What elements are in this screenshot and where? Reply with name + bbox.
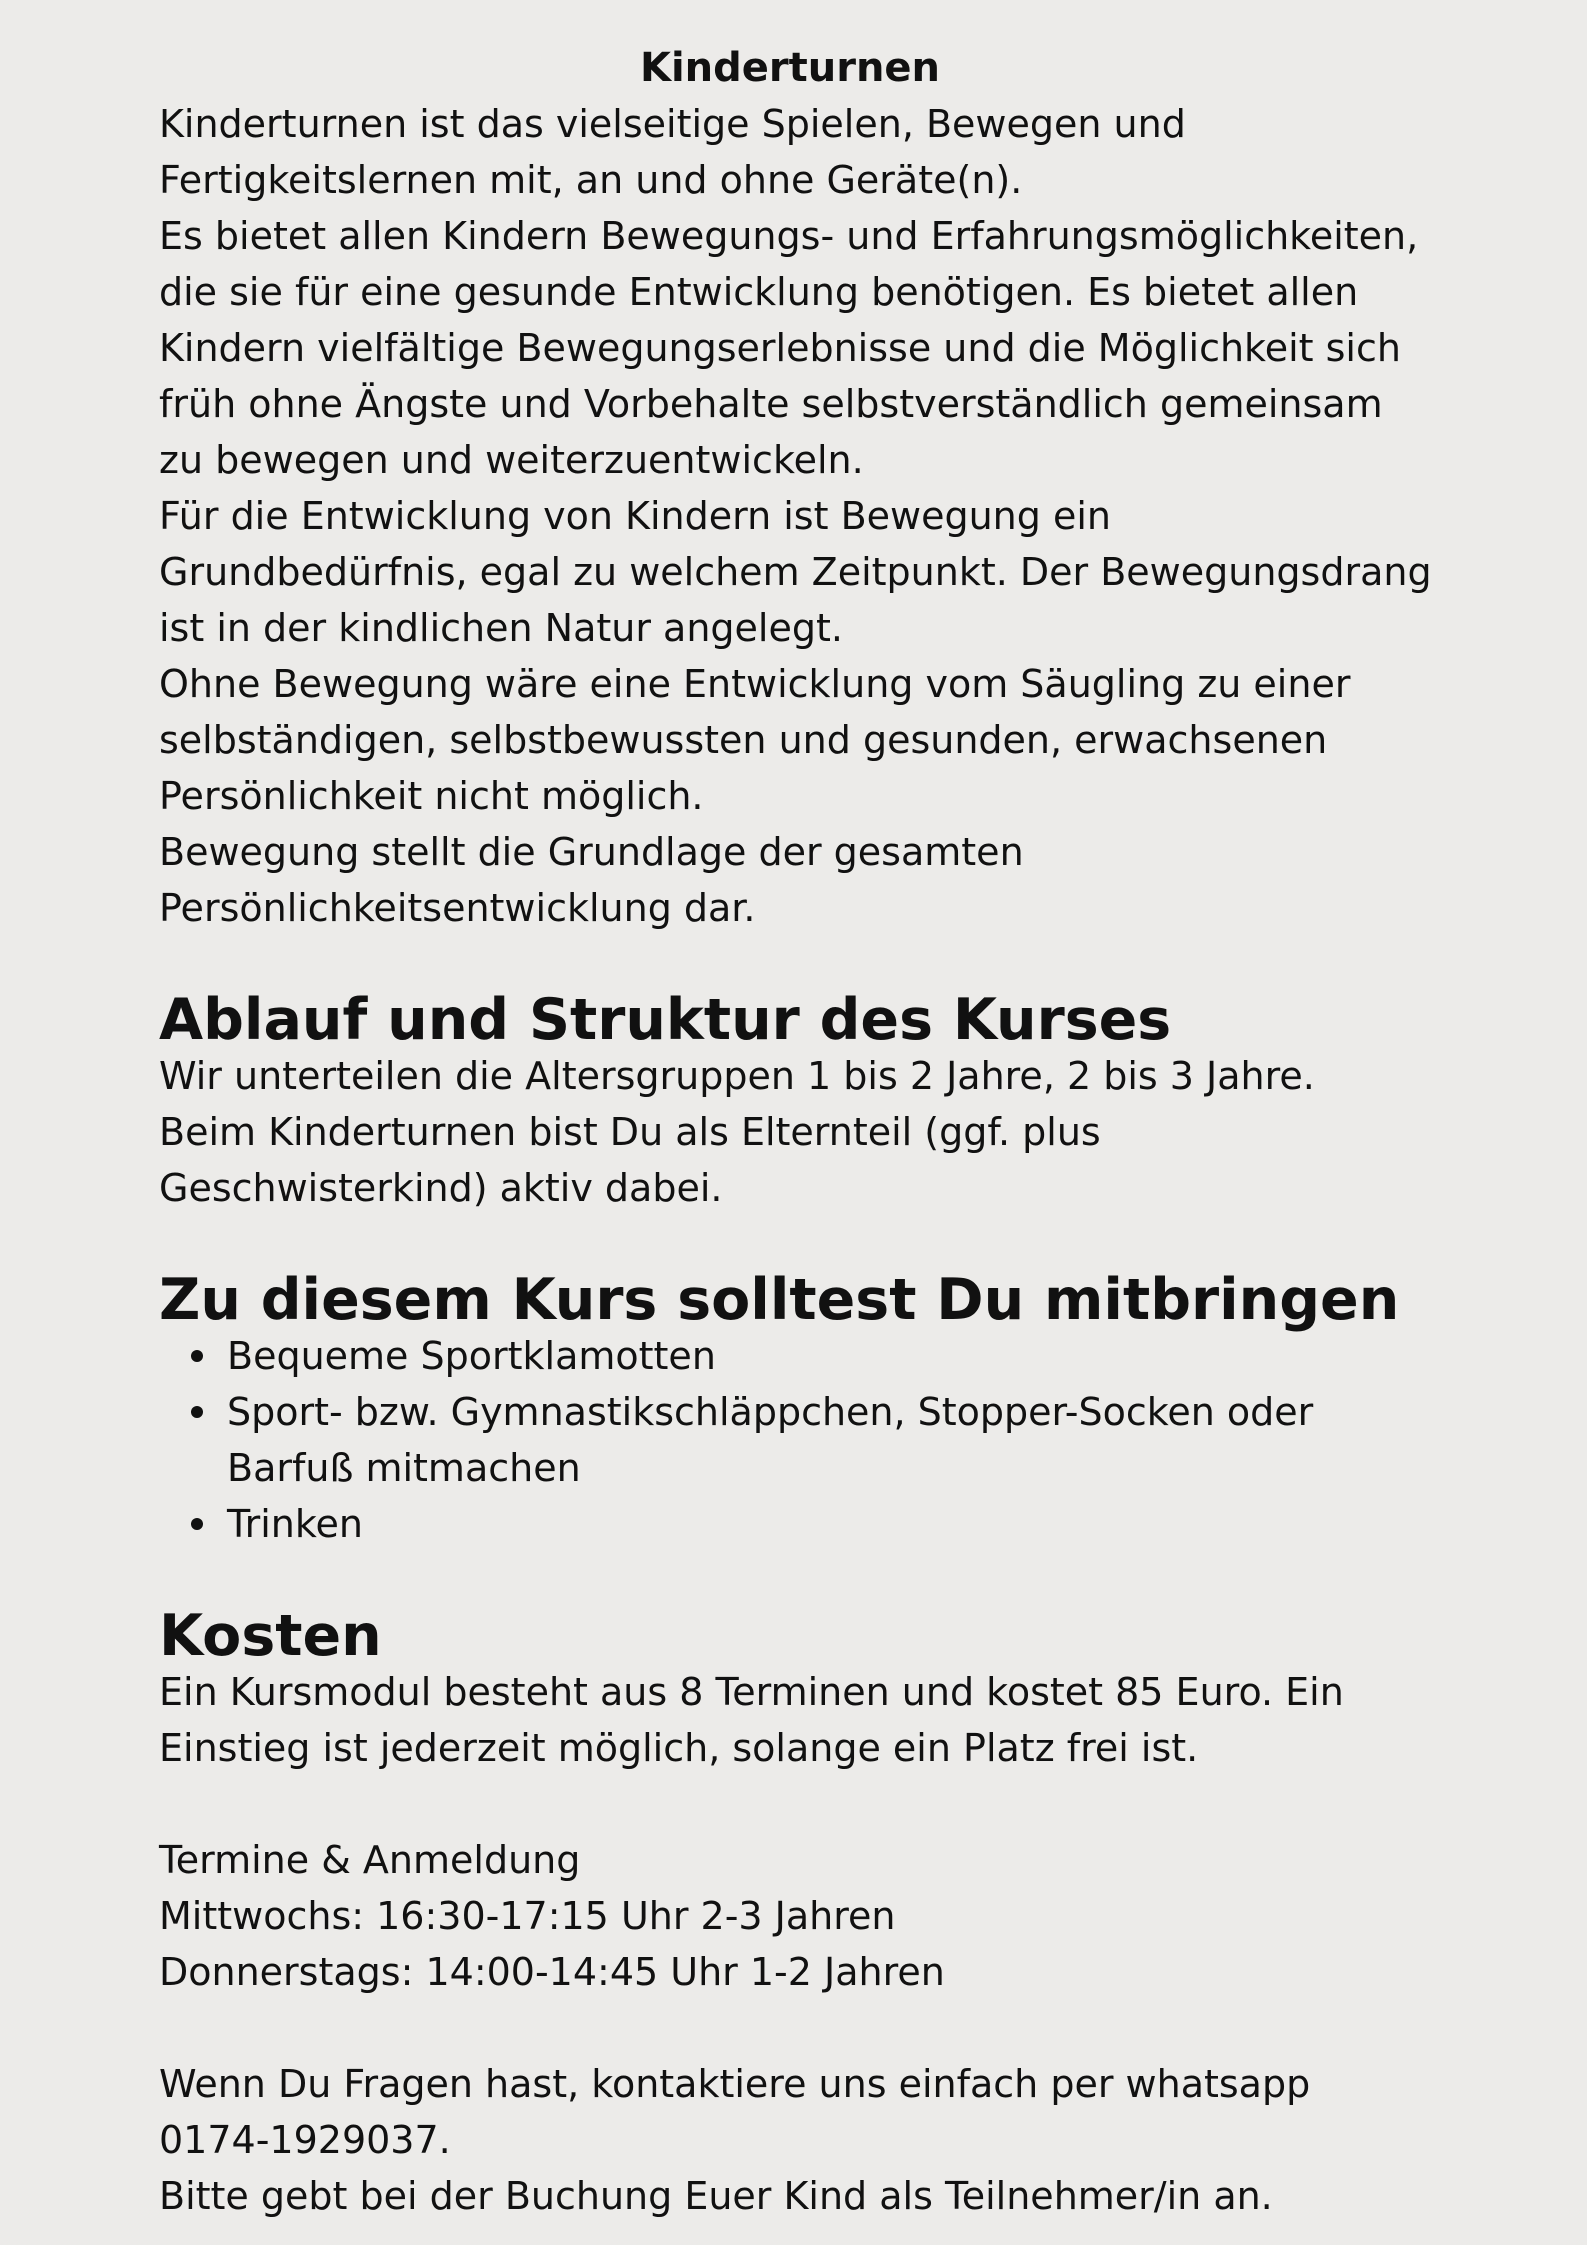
- intro-line: Es bietet allen Kindern Bewegungs- und Erfahrungsmöglichkeiten,: [159, 214, 1419, 258]
- termine-section: [159, 1832, 1459, 2000]
- bullet-icon: [191, 1518, 203, 1530]
- intro-section: [159, 96, 1459, 936]
- bullet-icon: [191, 1350, 203, 1362]
- kosten-section: [159, 1603, 1459, 1776]
- kosten-heading: Kosten: [159, 1603, 382, 1669]
- ablauf-line: Beim Kinderturnen bist Du als Elternteil (ggf. plus: [159, 1110, 1101, 1154]
- bullet-icon: [191, 1406, 203, 1418]
- kontakt-section: [159, 2056, 1459, 2224]
- kontakt-line: 0174-1929037.: [159, 2118, 451, 2162]
- intro-line: Für die Entwicklung von Kindern ist Bewegung ein: [159, 494, 1111, 538]
- document-content: [159, 40, 1459, 2224]
- spacer: [159, 1216, 1459, 1272]
- intro-line: Bewegung stellt die Grundlage der gesamten: [159, 830, 1024, 874]
- mitbringen-section: [159, 1267, 1459, 1552]
- intro-line: ist in der kindlichen Natur angelegt.: [159, 606, 843, 650]
- list-item-text: Sport- bzw. Gymnastikschläppchen, Stopper-Socken oder: [227, 1390, 1314, 1434]
- termine-line: Mittwochs: 16:30-17:15 Uhr 2-3 Jahren: [159, 1894, 896, 1938]
- intro-line: Grundbedürfnis, egal zu welchem Zeitpunkt. Der Bewegungsdrang: [159, 550, 1432, 594]
- kontakt-line: Bitte gebt bei der Buchung Euer Kind als Teilnehmer/in an.: [159, 2174, 1273, 2218]
- intro-line: früh ohne Ängste und Vorbehalte selbstverständlich gemeinsam: [159, 382, 1383, 426]
- ablauf-line: Wir unterteilen die Altersgruppen 1 bis 2 Jahre, 2 bis 3 Jahre.: [159, 1054, 1315, 1098]
- termine-line: Donnerstags: 14:00-14:45 Uhr 1-2 Jahren: [159, 1950, 945, 1994]
- list-item-text: Trinken: [227, 1502, 364, 1546]
- spacer: [159, 1776, 1459, 1832]
- spacer: [159, 936, 1459, 992]
- list-item: [159, 1384, 1459, 1496]
- intro-line: Ohne Bewegung wäre eine Entwicklung vom Säugling zu einer: [159, 662, 1351, 706]
- ablauf-heading: Ablauf und Struktur des Kurses: [159, 987, 1172, 1053]
- intro-line: Kindern vielfältige Bewegungserlebnisse und die Möglichkeit sich: [159, 326, 1401, 370]
- mitbringen-heading: Zu diesem Kurs solltest Du mitbringen: [159, 1267, 1400, 1333]
- ablauf-section: [159, 987, 1459, 1216]
- intro-line: Persönlichkeitsentwicklung dar.: [159, 886, 756, 930]
- termine-line: Termine & Anmeldung: [159, 1838, 581, 1882]
- list-item: [159, 1328, 1459, 1384]
- intro-line: die sie für eine gesunde Entwicklung benötigen. Es bietet allen: [159, 270, 1359, 314]
- list-item: [159, 1496, 1459, 1552]
- list-item-text: Barfuß mitmachen: [227, 1446, 581, 1490]
- kosten-line: Einstieg ist jederzeit möglich, solange ein Platz frei ist.: [159, 1726, 1199, 1770]
- list-item-text: Bequeme Sportklamotten: [227, 1334, 716, 1378]
- intro-line: selbständigen, selbstbewussten und gesunden, erwachsenen: [159, 718, 1328, 762]
- intro-line: Fertigkeitslernen mit, an und ohne Geräte(n).: [159, 158, 1023, 202]
- intro-line: Kinderturnen ist das vielseitige Spielen, Bewegen und: [159, 102, 1186, 146]
- ablauf-line: Geschwisterkind) aktiv dabei.: [159, 1166, 723, 1210]
- spacer: [159, 1552, 1459, 1608]
- kosten-line: Ein Kursmodul besteht aus 8 Terminen und kostet 85 Euro. Ein: [159, 1670, 1344, 1714]
- intro-line: Persönlichkeit nicht möglich.: [159, 774, 704, 818]
- intro-line: zu bewegen und weiterzuentwickeln.: [159, 438, 864, 482]
- spacer: [159, 2000, 1459, 2056]
- mitbringen-list: [159, 1328, 1459, 1552]
- kontakt-line: Wenn Du Fragen hast, kontaktiere uns einfach per whatsapp: [159, 2062, 1311, 2106]
- page-title: Kinderturnen: [639, 45, 941, 91]
